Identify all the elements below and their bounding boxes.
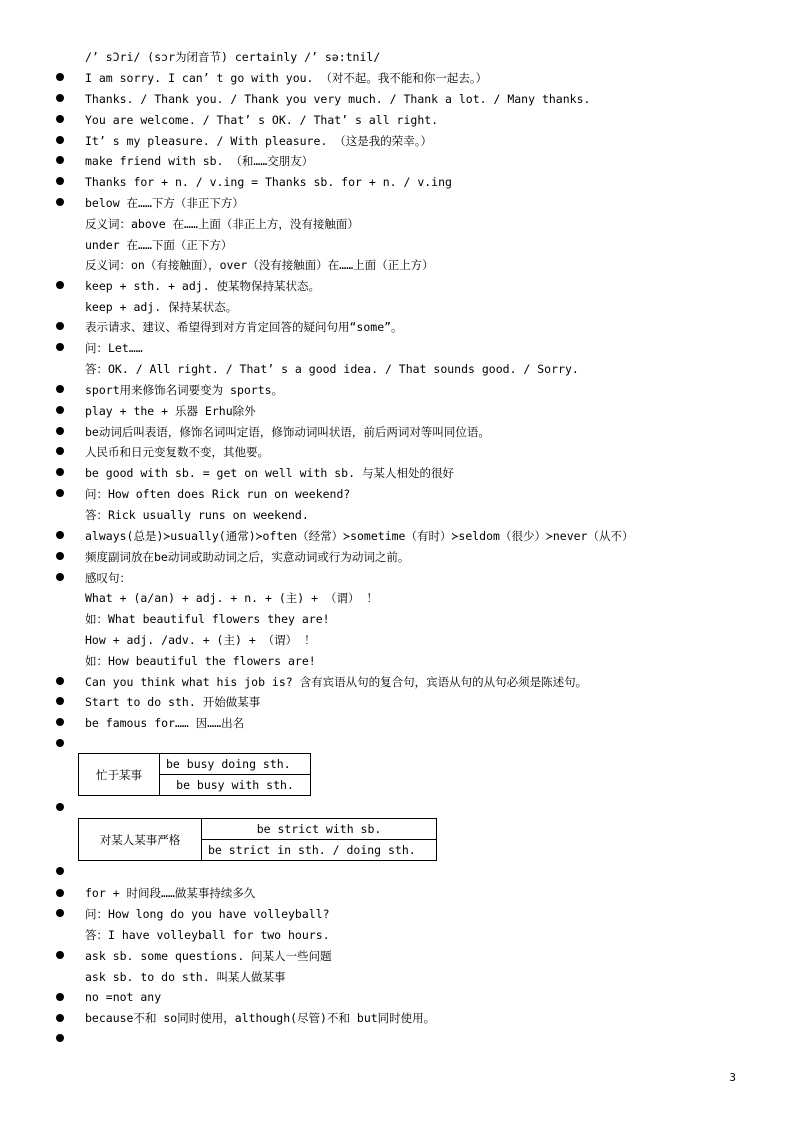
text-line: be good with sb. = get on well with sb. 与某人相处的很好 <box>85 466 454 480</box>
text-line: 感叹句： <box>85 571 131 585</box>
bullet-dot <box>56 718 64 726</box>
busy-table-row-1: be busy doing sth. <box>160 754 311 775</box>
bullet-dot <box>56 115 64 123</box>
text-line: 表示请求、建议、希望得到对方肯定回答的疑问句用“some”。 <box>85 320 403 334</box>
bullet-dot <box>56 697 64 705</box>
bullet-dot <box>56 73 64 81</box>
text-line: What + (a/an) + adj. + n. + (主) + （谓） ！ <box>85 591 378 605</box>
strict-table-row-2: be strict in sth. / doing sth. <box>202 840 437 861</box>
text-line: 问：How long do you have volleyball? <box>85 907 330 921</box>
page-number: 3 <box>729 1071 736 1084</box>
text-line: 答：I have volleyball for two hours. <box>85 928 330 942</box>
text-line: always(总是)≻usually(通常)≻often（经常）≻sometime（有时）≻seldom（很少）≻never（从不） <box>85 529 634 543</box>
text-line: 答：Rick usually runs on weekend. <box>85 508 309 522</box>
strict-table-row-1: be strict with sb. <box>202 819 437 840</box>
bullet-dot <box>56 281 64 289</box>
text-line: for + 时间段……做某事持续多久 <box>85 886 256 900</box>
bullet-dot <box>56 447 64 455</box>
text-line: 问：How often does Rick run on weekend? <box>85 487 351 501</box>
bullet-dot <box>56 385 64 393</box>
bullet-dot <box>56 573 64 581</box>
bullet-dot <box>56 94 64 102</box>
text-line: ask sb. some questions. 问某人一些问题 <box>85 949 332 963</box>
bullet-dot <box>56 177 64 185</box>
text-line: under 在……下面（正下方） <box>85 238 233 252</box>
bullet-dot <box>56 343 64 351</box>
bullet-dot <box>56 406 64 414</box>
bullet-dot <box>56 739 64 747</box>
text-line: You are welcome. / That’ s OK. / That’ s all right. <box>85 113 439 127</box>
text-line: 频度副词放在be动词或助动词之后，实意动词或行为动词之前。 <box>85 550 410 564</box>
text-line: Thanks for + n. / v.ing = Thanks sb. for + n. / v.ing <box>85 175 452 189</box>
text-line: 如：How beautiful the flowers are! <box>85 654 316 668</box>
bullet-dot <box>56 322 64 330</box>
busy-table-row-2: be busy with sth. <box>160 775 311 796</box>
bullet-dot <box>56 909 64 917</box>
text-line: because不和 so同时使用，although(尽管)不和 but同时使用。 <box>85 1011 436 1025</box>
text-line: sport用来修饰名词要变为 sports。 <box>85 383 284 397</box>
text-line: I am sorry. I can’ t go with you. （对不起。我不能和你一起去。） <box>85 71 488 85</box>
text-line: 答：OK. / All right. / That’ s a good idea. / That sounds good. / Sorry. <box>85 362 579 376</box>
text-line: 反义词：on（有接触面），over（没有接触面）在……上面（正上方） <box>85 258 434 272</box>
bullet-dot <box>56 136 64 144</box>
text-line: 人民币和日元变复数不变，其他要。 <box>85 445 269 459</box>
bullet-dot <box>56 1034 64 1042</box>
busy-table <box>78 753 311 796</box>
text-line: Thanks. / Thank you. / Thank you very much. / Thank a lot. / Many thanks. <box>85 92 591 106</box>
text-line: How + adj. /adv. + (主) + （谓） ！ <box>85 633 316 647</box>
bullet-dot <box>56 489 64 497</box>
text-line: play + the + 乐器 Erhu除外 <box>85 404 256 418</box>
text-line: It’ s my pleasure. / With pleasure. （这是我的荣幸。） <box>85 134 432 148</box>
text-line: Start to do sth. 开始做某事 <box>85 695 261 709</box>
text-line: ask sb. to do sth. 叫某人做某事 <box>85 970 286 984</box>
text-line: 如：What beautiful flowers they are! <box>85 612 330 626</box>
bullet-dot <box>56 993 64 1001</box>
bullet-dot <box>56 552 64 560</box>
text-line: be动词后叫表语，修饰名词叫定语，修饰动词叫状语，前后两词对等叫同位语。 <box>85 425 490 439</box>
bullet-dot <box>56 198 64 206</box>
text-line: keep + adj. 保持某状态。 <box>85 300 238 314</box>
strict-table-label: 对某人某事严格 <box>79 819 202 861</box>
bullet-dot <box>56 531 64 539</box>
bullet-dot <box>56 468 64 476</box>
text-line: make friend with sb. （和……交朋友） <box>85 154 314 168</box>
bullet-dot <box>56 803 64 811</box>
text-line: /’ sƆri/ (sɔr为闭音节) certainly /’ sə:tnil/ <box>85 50 381 64</box>
strict-table <box>78 818 437 861</box>
bullet-dot <box>56 156 64 164</box>
bullet-dot <box>56 867 64 875</box>
bullet-dot <box>56 889 64 897</box>
bullet-dot <box>56 427 64 435</box>
bullet-dot <box>56 677 64 685</box>
text-line: 问：Let…… <box>85 341 143 355</box>
text-line: below 在……下方（非正下方） <box>85 196 244 210</box>
text-line: no =not any <box>85 990 162 1004</box>
bullet-dot <box>56 951 64 959</box>
busy-table-label: 忙于某事 <box>79 754 160 796</box>
text-line: be famous for…… 因……出名 <box>85 716 245 730</box>
text-line: keep + sth. + adj. 使某物保持某状态。 <box>85 279 321 293</box>
text-line: Can you think what his job is? 含有宾语从句的复合句，宾语从句的从句必须是陈述句。 <box>85 675 588 689</box>
text-line: 反义词：above 在……上面（非正上方，没有接触面） <box>85 217 359 231</box>
bullet-dot <box>56 1014 64 1022</box>
